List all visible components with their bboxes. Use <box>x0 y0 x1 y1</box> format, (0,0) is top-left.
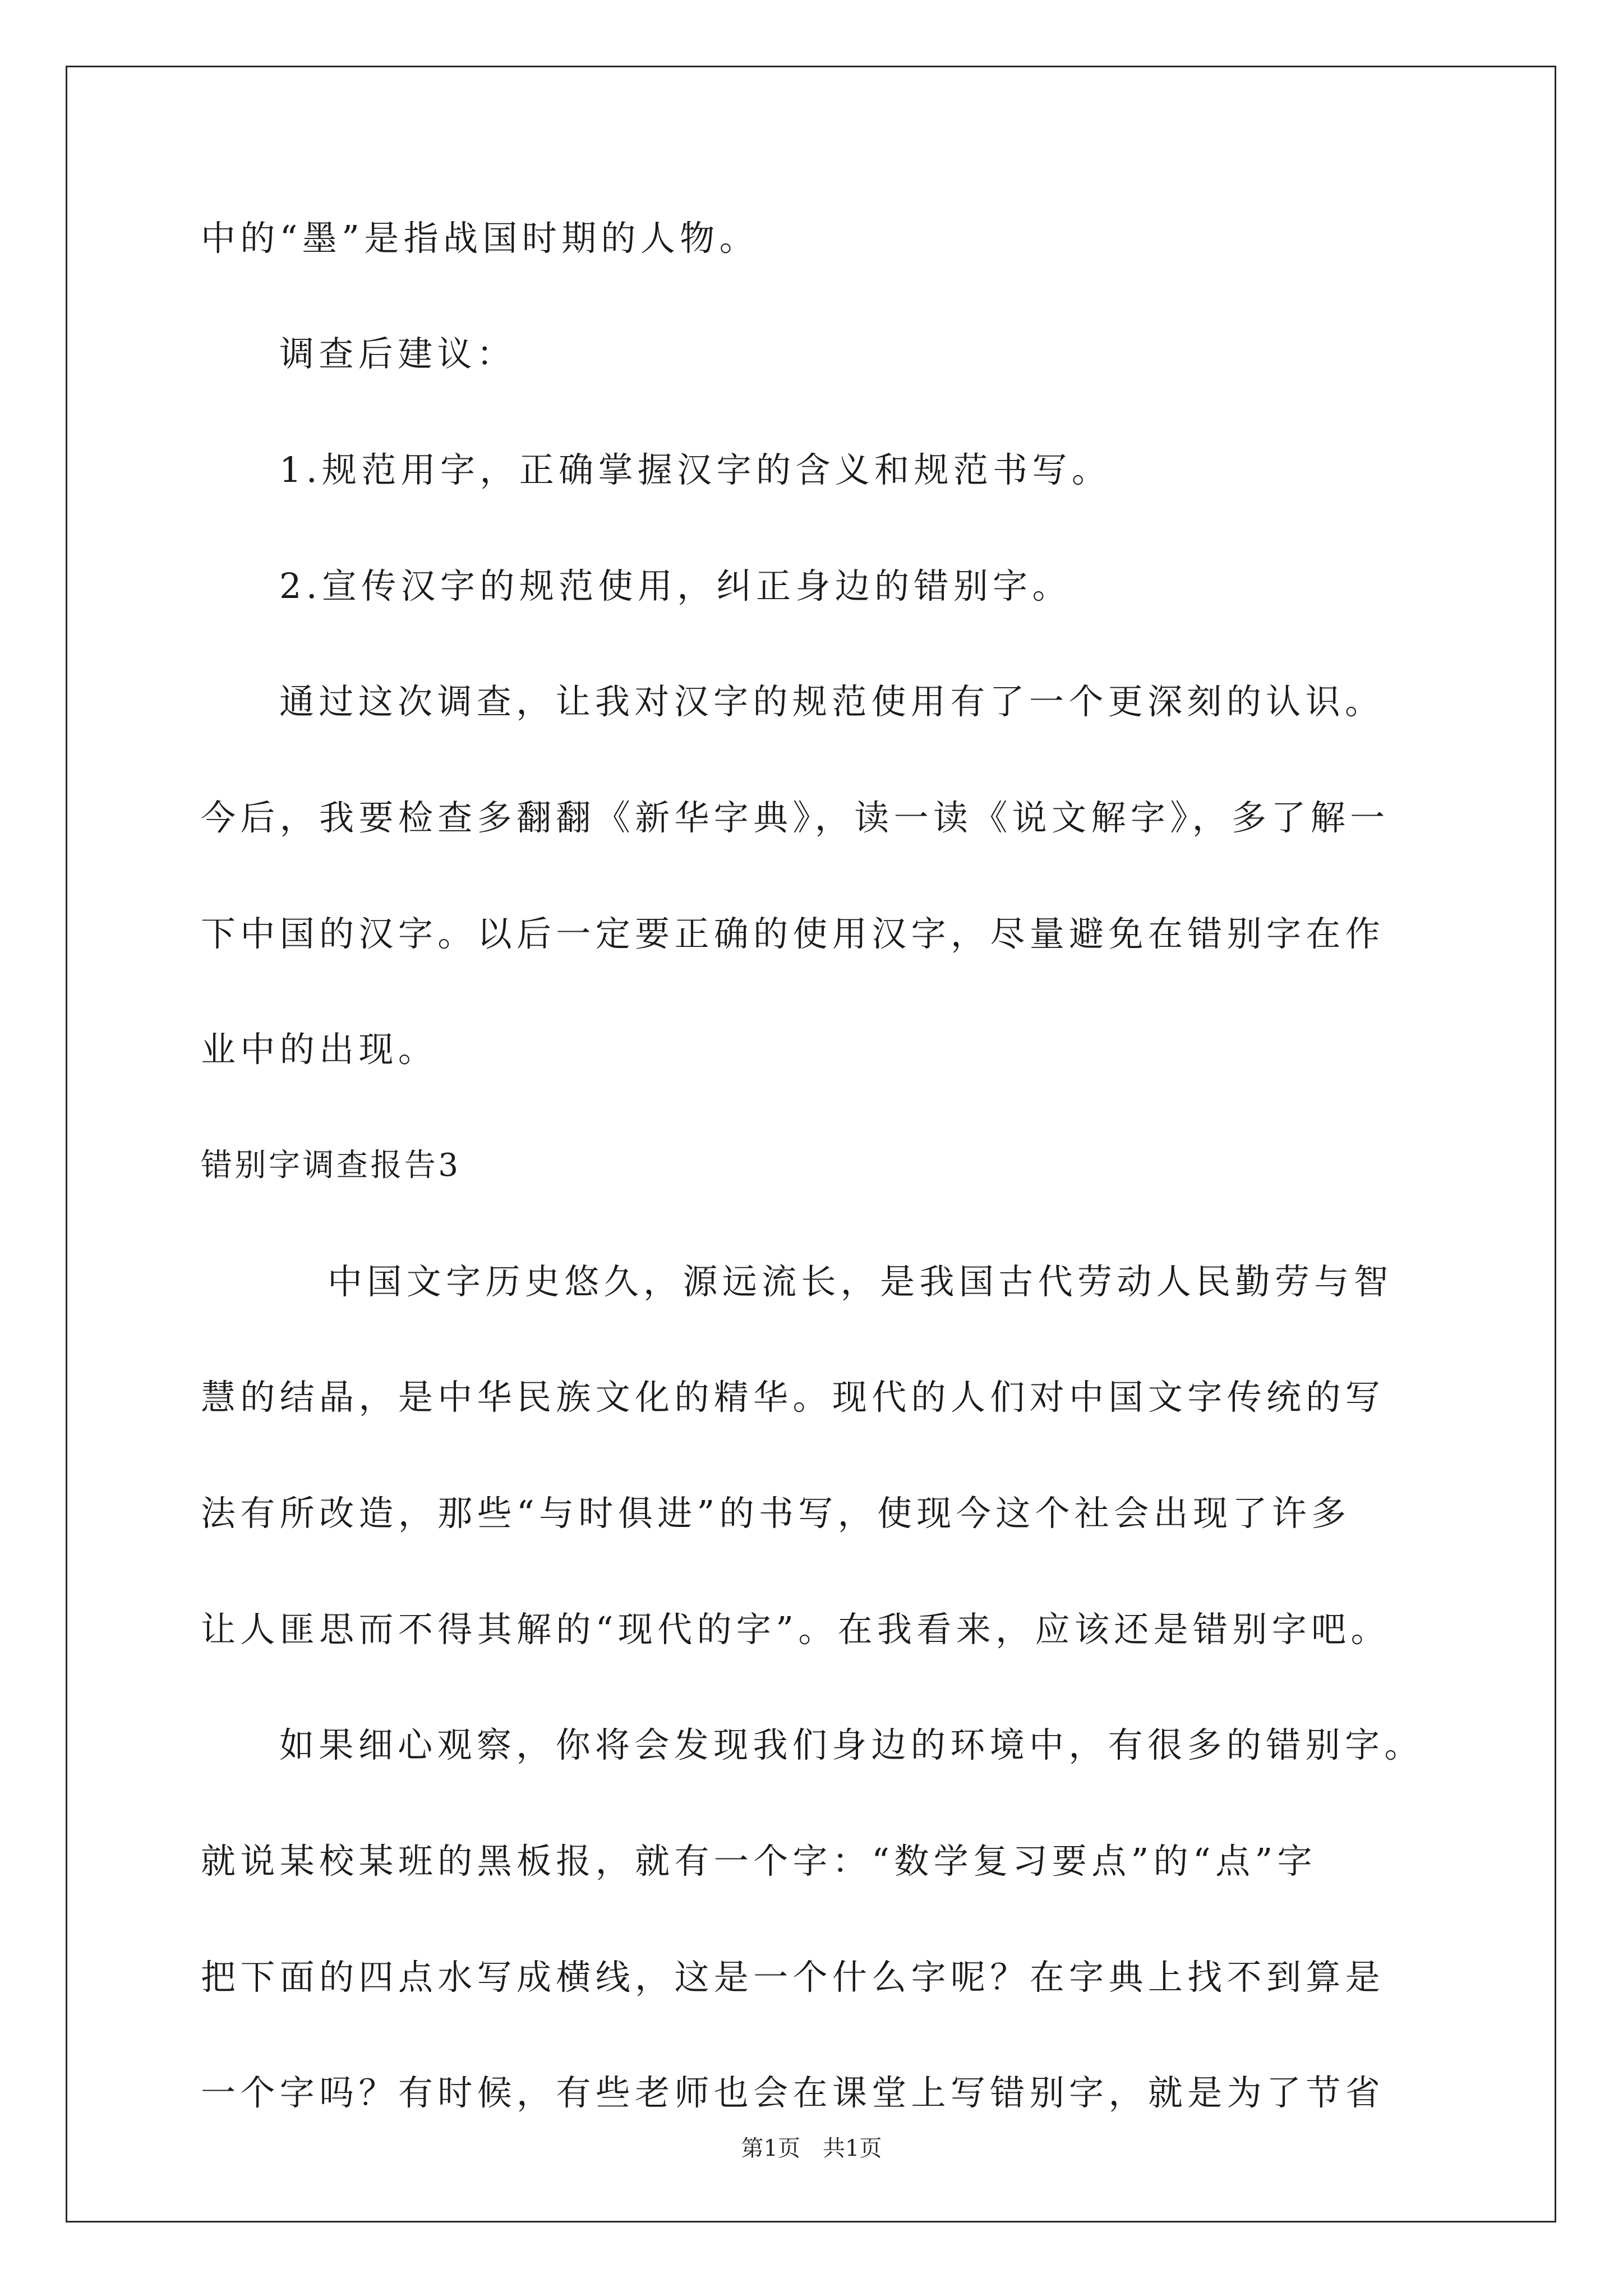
paragraph-line: 2.宣传汉字的规范使用，纠正身边的错别字。 <box>279 565 1072 606</box>
paragraph-line: 今后，我要检查多翻翻《新华字典》，读一读《说文解字》，多了解一 <box>201 797 1390 838</box>
page-number: 第1页 共1页 <box>741 2136 882 2161</box>
paragraph-line: 一个字吗？有时候，有些老师也会在课堂上写错别字，就是为了节省 <box>201 2072 1385 2113</box>
page-footer <box>0 2132 1623 2165</box>
paragraph-line: 调查后建议： <box>279 333 517 374</box>
paragraph-line: 慧的结晶，是中华民族文化的精华。现代的人们对中国文字传统的写 <box>201 1377 1385 1418</box>
paragraph-line: 业中的出现。 <box>201 1029 438 1070</box>
paragraph-line: 如果细心观察，你将会发现我们身边的环境中，有很多的错别字。 <box>279 1724 1424 1765</box>
paragraph-line: 通过这次调查，让我对汉字的规范使用有了一个更深刻的认识。 <box>279 681 1385 722</box>
paragraph-line: 让人匪思而不得其解的“现代的字”。在我看来，应该还是错别字吧。 <box>201 1609 1390 1650</box>
section-heading: 错别字调查报告3 <box>201 1147 461 1184</box>
paragraph-line: 下中国的汉字。以后一定要正确的使用汉字，尽量避免在错别字在作 <box>201 913 1385 954</box>
paragraph-line: 1.规范用字，正确掌握汉字的含义和规范书写。 <box>279 449 1112 490</box>
paragraph-line: 把下面的四点水写成横线，这是一个什么字呢？在字典上找不到算是 <box>201 1957 1385 1998</box>
paragraph-line: 中的“墨”是指战国时期的人物。 <box>201 218 759 259</box>
paragraph-line: 就说某校某班的黑板报，就有一个字：“数学复习要点”的“点”字 <box>201 1841 1317 1881</box>
paragraph-line: 法有所改造，那些“与时俱进”的书写，使现今这个社会出现了许多 <box>201 1493 1351 1534</box>
paragraph-line: 中国文字历史悠久，源远流长，是我国古代劳动人民勤劳与智 <box>328 1261 1393 1302</box>
